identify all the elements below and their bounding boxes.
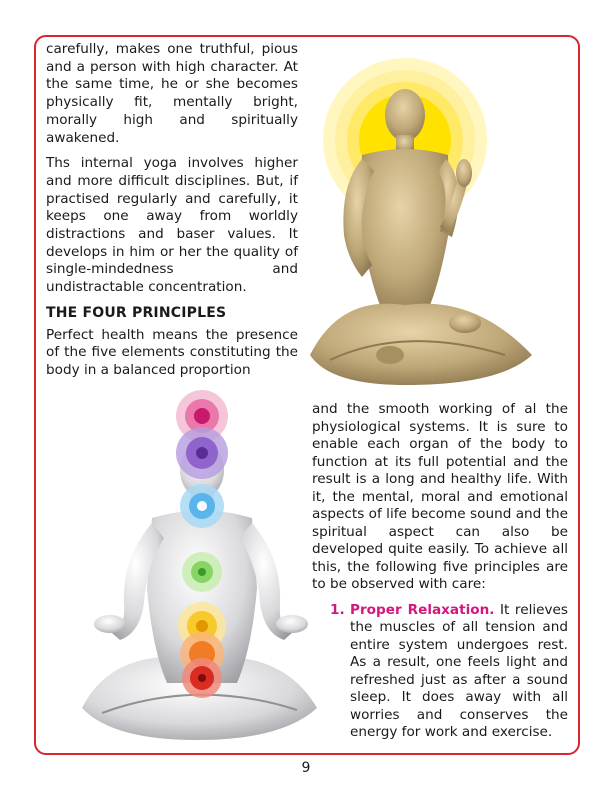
list-text: It relieves the muscles of all tension and entire system undergoes rest. As a result, one feels light and refreshed just as after a sound sleep. It does away with all worries and conserves the energy for work and exercise.: [350, 601, 568, 740]
paragraph-4: and the smooth working of al the physiological systems. It is sure to enable each organ of the body to function at its full potential and the result is a long and healthy life. With it, the mental, moral and emotional aspects of life become sound and the spiritual aspect can also be developed quite easily. To achieve all this, the following five principles are to be observed with care:: [312, 401, 568, 592]
chakra-third-eye: [176, 427, 228, 479]
page-number: 9: [301, 760, 311, 776]
left-column: [46, 41, 298, 388]
paragraph-3: Perfect health means the presence of the five elements constituting the body in a balanced proportion: [46, 326, 298, 378]
right-column: [312, 401, 568, 742]
chakra-figure-illustration: [72, 388, 322, 750]
section-heading: THE FOUR PRINCIPLES: [46, 304, 227, 321]
chakra-throat: [180, 484, 224, 528]
list-title: Proper Relaxation.: [350, 601, 495, 618]
chakra-heart: [182, 552, 222, 592]
chakra-root: [182, 658, 222, 698]
meditating-figure-illustration: [300, 55, 582, 400]
list-item: [312, 602, 568, 742]
paragraph-2: Ths internal yoga involves higher and more difficult disciplines. But, if practised regularly and carefully, it keeps one away from worldly distractions and baser values. It develops in him or her the quality of single-mindedness and undistractable concentration.: [46, 155, 298, 296]
paragraph-1: carefully, makes one truthful, pious and a person with high character. At the same time, he or she becomes physically fit, mentally bright, morally high and spiritually awakened.: [46, 41, 298, 146]
list-number: 1.: [330, 601, 345, 618]
